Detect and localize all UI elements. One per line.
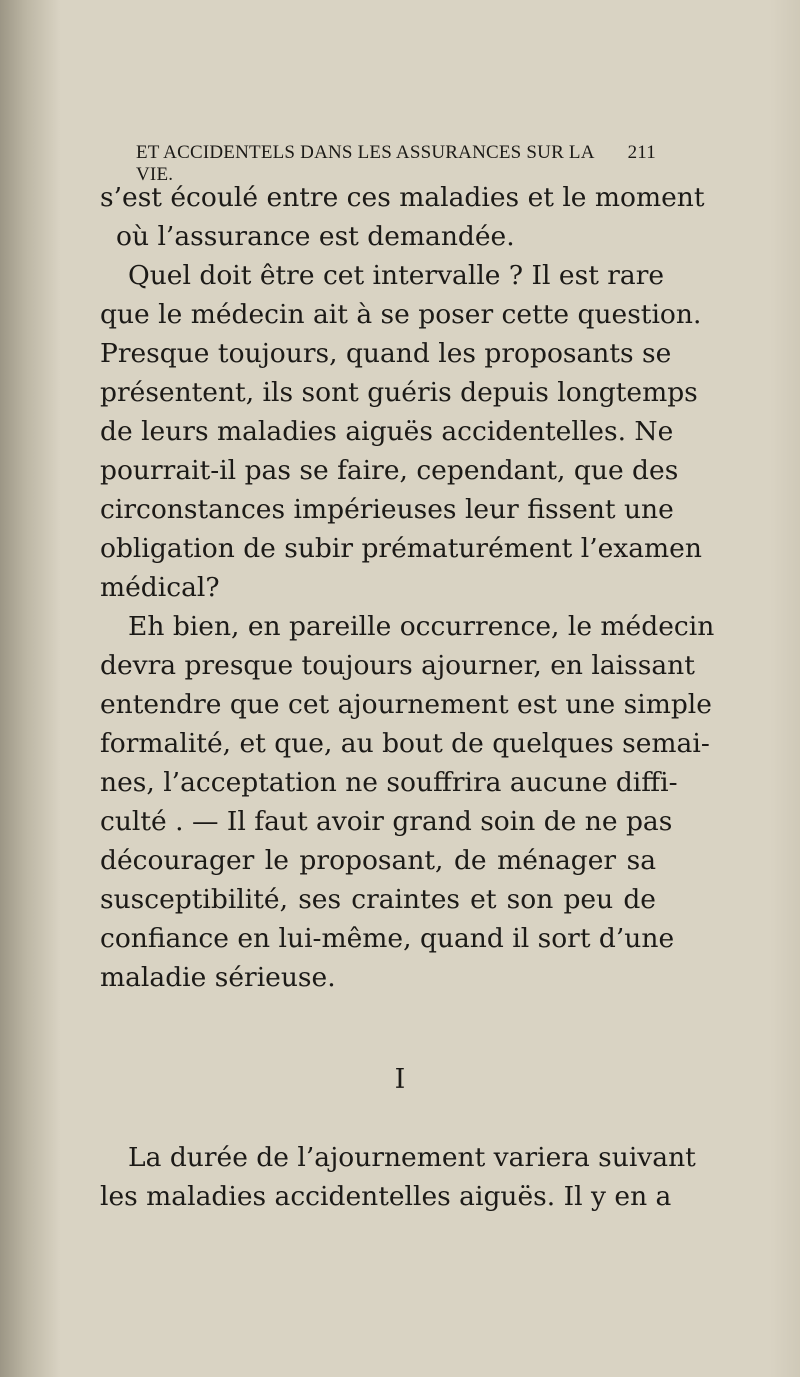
text-line: devra presque toujours ajourner, en laissant — [100, 650, 695, 681]
text-line: Presque toujours, quand les proposants se — [100, 338, 672, 369]
text-line: Eh bien, en pareille occurrence, le médecin — [128, 611, 715, 642]
text-line: où l’assurance est demandée. — [116, 221, 515, 252]
text-line: médical? — [100, 572, 220, 603]
section-number: I — [394, 1064, 406, 1095]
page-number: 211 — [627, 142, 656, 163]
text-line: formalité, et que, au bout de quelques semai- — [100, 728, 710, 759]
text-line: circonstances impérieuses leur fissent une — [100, 494, 674, 525]
section-text — [100, 1138, 696, 1216]
text-line: confiance en lui-même, quand il sort d’une — [100, 923, 675, 954]
text-line: de leurs maladies aiguës accidentelles. Ne — [100, 416, 674, 447]
text-line: nes, l’acceptation ne souffrira aucune diffi- — [100, 767, 678, 798]
text-line: les maladies accidentelles aiguës. Il y en a — [100, 1181, 672, 1212]
text-line: La durée de l’ajournement variera suivant — [128, 1142, 696, 1173]
body-text — [100, 178, 715, 997]
text-line: obligation de subir prématurément l’examen — [100, 533, 702, 564]
text-line: culté . — Il faut avoir grand soin de ne pas — [100, 806, 673, 837]
text-line: présentent, ils sont guéris depuis longtemps — [100, 377, 698, 408]
text-line: maladie sérieuse. — [100, 962, 336, 993]
page-edge-shadow — [0, 0, 60, 1377]
text-line: Quel doit être cet intervalle ? Il est rare — [128, 260, 665, 291]
page-edge-right — [770, 0, 800, 1377]
running-title: ET ACCIDENTELS DANS LES ASSURANCES SUR LA VIE. — [136, 142, 594, 185]
text-line: entendre que cet ajournement est une simple — [100, 689, 712, 720]
text-line: susceptibilité, ses craintes et son peu de — [100, 884, 656, 915]
text-line: que le médecin ait à se poser cette question. — [100, 299, 702, 330]
text-line: pourrait-il pas se faire, cependant, que des — [100, 455, 679, 486]
text-line: s’est écoulé entre ces maladies et le moment — [100, 182, 705, 213]
text-line: décourager le proposant, de ménager sa — [100, 845, 656, 876]
